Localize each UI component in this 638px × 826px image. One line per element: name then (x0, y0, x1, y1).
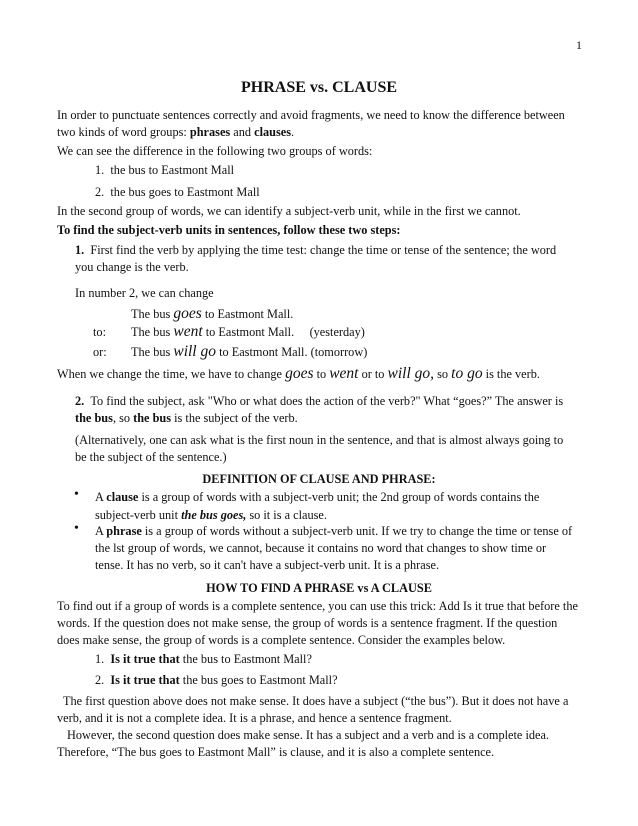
find-heading: To find the subject-verb units in sentences, follow these two steps: (57, 223, 401, 237)
closing-line-1: The first question above does not make sense. It does have a subject (“the bus”). But it does not have a (63, 694, 569, 708)
closing-line-4: Therefore, “The bus goes to Eastmont Mall” is clause, and it is also a complete sentence. (57, 745, 495, 759)
question-1: 1. Is it true that the bus to Eastmont Mall? (95, 652, 312, 666)
howto-heading: HOW TO FIND A PHRASE vs A CLAUSE (206, 581, 432, 595)
intro-line-1: In order to punctuate sentences correctly and avoid fragments, we need to know the difference between (57, 108, 565, 122)
example-1: 1. the bus to Eastmont Mall (95, 163, 235, 177)
tense-row-1: The bus goes to Eastmont Mall. (131, 305, 294, 322)
clause-def-line-1: A clause is a group of words with a subject-verb unit; the 2nd group of words contains the (95, 490, 540, 504)
phrase-def-line-1: A phrase is a group of words without a subject-verb unit. If we try to change the time or tense of (95, 524, 573, 538)
second-group-text: In the second group of words, we can identify a subject-verb unit, while in the first we cannot. (57, 204, 521, 218)
step1-line-1: 1. First find the verb by applying the time test: change the time or tense of the sentence; the word (75, 243, 557, 257)
step1-line-2: you change is the verb. (75, 260, 189, 274)
intro-line-2: two kinds of word groups: phrases and clauses. (57, 125, 295, 139)
closing-line-3: However, the second question does make sense. It has a subject and a verb and is a complete idea. (67, 728, 549, 742)
howto-line-3: does make sense, the group of words is a complete sentence. Consider the examples below. (57, 633, 506, 647)
phrase-def-line-3: tense. It has no verb, so it can't have a subject-verb unit. It is a phrase. (95, 558, 440, 572)
change-line: When we change the time, we have to change goes to went or to will go, so to go is the verb. (57, 365, 540, 382)
step1-number2: In number 2, we can change (75, 286, 214, 300)
howto-line-1: To find out if a group of words is a complete sentence, you can use this trick: Add Is it true that before the (57, 599, 578, 613)
page-number: 1 (576, 38, 582, 52)
howto-line-2: words. If the question does not make sense, the group of words is a sentence fragment. If the question (57, 616, 558, 630)
step2-alt-2: be the subject of the sentence.) (75, 450, 227, 464)
step2-line-2: the bus, so the bus is the subject of the verb. (75, 411, 298, 425)
page-title: PHRASE vs. CLAUSE (240, 79, 398, 96)
step2-alt-1: (Alternatively, one can ask what is the first noun in the sentence, and that is almost always going to (75, 433, 564, 447)
definition-heading: DEFINITION OF CLAUSE AND PHRASE: (202, 472, 436, 486)
question-2: 2. Is it true that the bus goes to Eastmont Mall? (95, 673, 338, 687)
example-2: 2. the bus goes to Eastmont Mall (95, 185, 260, 199)
bullet-icon: • (74, 521, 79, 536)
clause-def-line-2: subject-verb unit the bus goes, so it is a clause. (95, 508, 327, 522)
intro-line-3: We can see the difference in the following two groups of words: (57, 144, 373, 158)
bullet-icon: • (74, 487, 79, 502)
closing-line-2: verb, and it is not a complete idea. It is a phrase, and hence a sentence fragment. (57, 711, 452, 725)
step2-line-1: 2. To find the subject, ask "Who or what does the action of the verb?" What “goes?” The answer is (75, 394, 564, 408)
tense-row-3: or: The bus will go to Eastmont Mall. (tomorrow) (93, 343, 368, 360)
tense-row-2: to: The bus went to Eastmont Mall. (yesterday) (93, 323, 365, 340)
phrase-def-line-2: the lst group of words, we cannot, because it contains no word that changes to show time or (95, 541, 547, 555)
